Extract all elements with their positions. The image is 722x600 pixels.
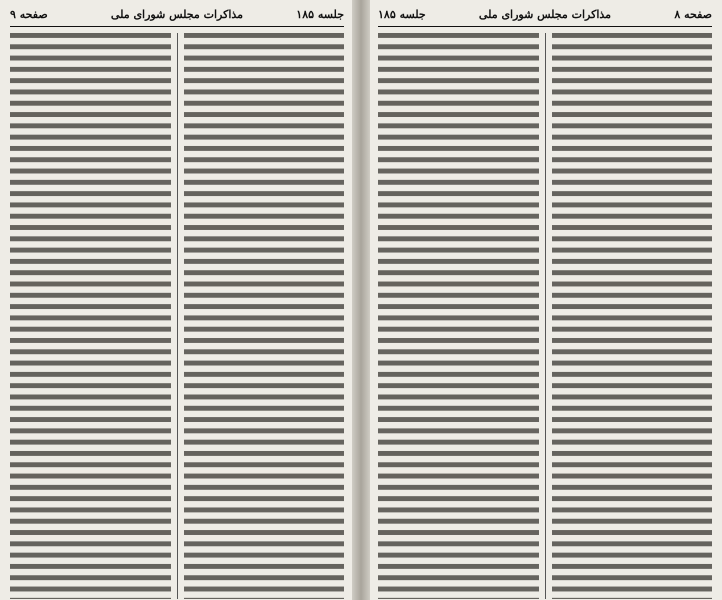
left-page-number: صفحه ۹ — [10, 8, 48, 21]
column-rule — [545, 33, 546, 599]
book-gutter — [352, 0, 370, 600]
left-session-label: جلسه ۱۸۵ — [296, 8, 344, 21]
right-page-number: صفحه ۸ — [674, 8, 712, 21]
right-session-label: جلسه ۱۸۵ — [378, 8, 426, 21]
left-page-columns — [10, 33, 344, 599]
right-page-column-right — [552, 33, 713, 599]
right-page-column-left — [378, 33, 539, 599]
left-running-title: مذاکرات مجلس شورای ملی — [110, 8, 244, 21]
left-page-column-left — [10, 33, 171, 599]
left-page-column-right — [184, 33, 345, 599]
left-page-header — [10, 6, 344, 27]
right-page-columns — [378, 33, 712, 599]
right-running-title: مذاکرات مجلس شورای ملی — [478, 8, 612, 21]
right-page-header — [378, 6, 712, 27]
right-page — [370, 0, 722, 600]
left-page — [0, 0, 352, 600]
column-rule — [177, 33, 178, 599]
